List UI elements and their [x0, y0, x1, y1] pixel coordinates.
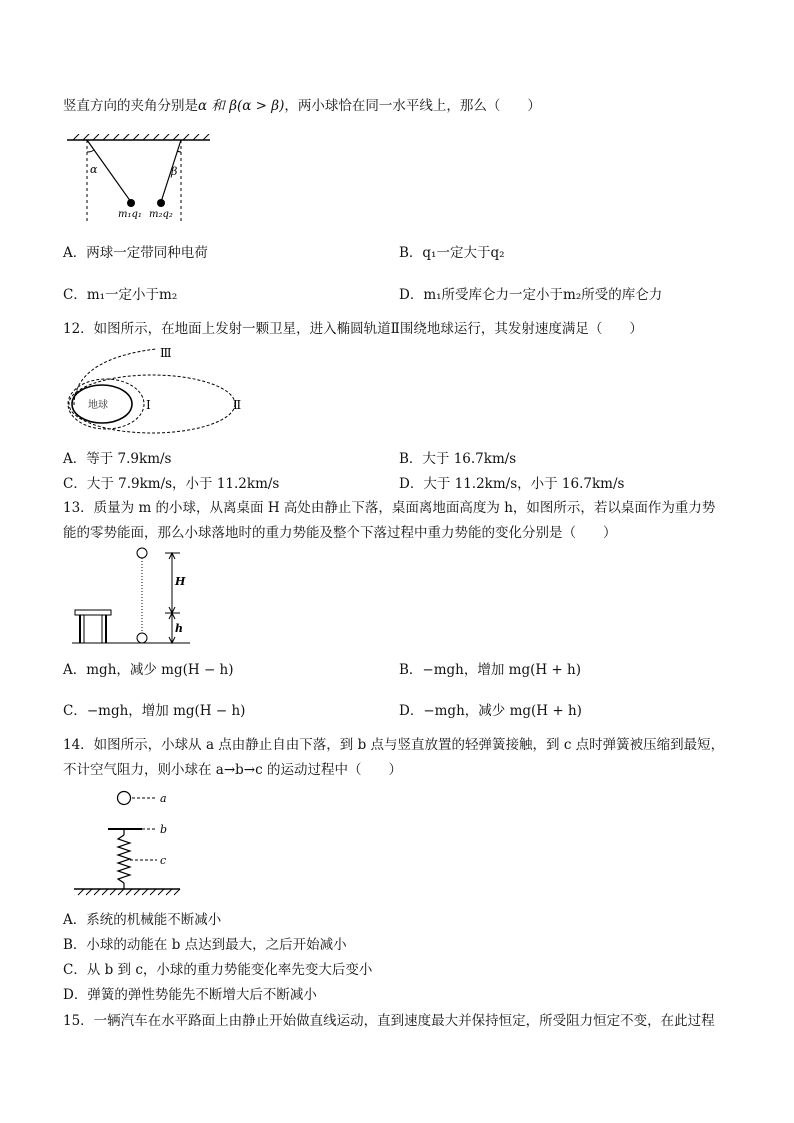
q13-option-c: C．−mgh，增加 mg(H − h) [63, 703, 246, 719]
q13-H-label: H [175, 575, 186, 588]
q14-stem-line1: 14．如图所示，小球从 a 点由静止自由下落，到 b 点与竖直放置的轻弹簧接触，到 c 点时弹簧被压缩到最短， [63, 737, 725, 753]
q11-option-a: A．两球一定带同种电荷 [63, 245, 208, 261]
q15-stem-line1: 15．一辆汽车在水平路面上由静止开始做直线运动，直到速度最大并保持恒定，所受阻力恒定不变，在此过程 [63, 1013, 715, 1029]
q12-option-b: B．大于 16.7km/s [399, 451, 517, 467]
q11-option-d: D．m₁所受库仑力一定小于m₂所受的库仑力 [399, 287, 663, 303]
q14-option-b: B．小球的动能在 b 点达到最大，之后开始减小 [63, 937, 347, 953]
q14-option-c: C．从 b 到 c，小球的重力势能变化率先变大后变小 [63, 962, 373, 978]
q12-stem: 12．如图所示，在地面上发射一颗卫星，进入椭圆轨道Ⅱ围绕地球运行，其发射速度满足（ ） [63, 321, 643, 337]
q14-option-d: D．弹簧的弹性势能先不断增大后不断减小 [63, 987, 317, 1003]
q13-stem-line1: 13．质量为 m 的小球，从离桌面 H 高处由静止下落，桌面离地面高度为 h，如图所示，若以桌面作为重力势 [63, 500, 716, 516]
q13-option-b: B．−mgh，增加 mg(H + h) [399, 662, 581, 678]
q11-ball2-label: m₂q₂ [149, 209, 173, 220]
q12-option-d: D．大于 11.2km/s，小于 16.7km/s [399, 476, 625, 492]
q13-stem-line2: 能的零势能面，那么小球落地时的重力势能及整个下落过程中重力势能的变化分别是（ ） [63, 525, 617, 541]
q11-alpha-label: α [90, 163, 98, 176]
q11-stem-suffix: ，两小球恰在同一水平线上，那么（ ） [284, 98, 541, 114]
q11-option-b: B．q₁一定大于q₂ [399, 245, 505, 261]
q14-a-label: a [160, 792, 167, 805]
q11-stem-prefix: 竖直方向的夹角分别是 [63, 98, 198, 114]
q12-orbit2-label: Ⅱ [233, 398, 242, 412]
q12-earth-label: 地球 [88, 400, 108, 411]
q11-option-c: C．m₁一定小于m₂ [63, 287, 178, 303]
q12-orbit3-label: Ⅲ [160, 346, 172, 360]
q11-stem-math: α 和 β(α > β) [198, 98, 285, 114]
q12-figure [66, 343, 256, 438]
q14-figure [72, 787, 182, 899]
q13-option-a: A．mgh，减少 mg(H − h) [63, 662, 234, 678]
q11-stem [63, 96, 541, 116]
q14-stem-line2: 不计空气阻力，则小球在 a→b→c 的运动过程中（ ） [63, 762, 402, 778]
q13-h-label: h [175, 622, 183, 635]
q12-option-c: C．大于 7.9km/s，小于 11.2km/s [63, 476, 280, 492]
q13-figure [70, 545, 200, 647]
q11-beta-label: β [171, 165, 178, 178]
q14-b-label: b [160, 823, 168, 836]
q11-ball1-label: m₁q₁ [118, 209, 142, 220]
q12-option-a: A．等于 7.9km/s [63, 451, 172, 467]
q14-c-label: c [160, 854, 167, 867]
q12-orbit1-label: Ⅰ [146, 398, 151, 412]
q14-option-a: A．系统的机械能不断减小 [63, 912, 222, 928]
q11-figure [65, 134, 215, 226]
q13-option-d: D．−mgh，减少 mg(H + h) [399, 703, 582, 719]
